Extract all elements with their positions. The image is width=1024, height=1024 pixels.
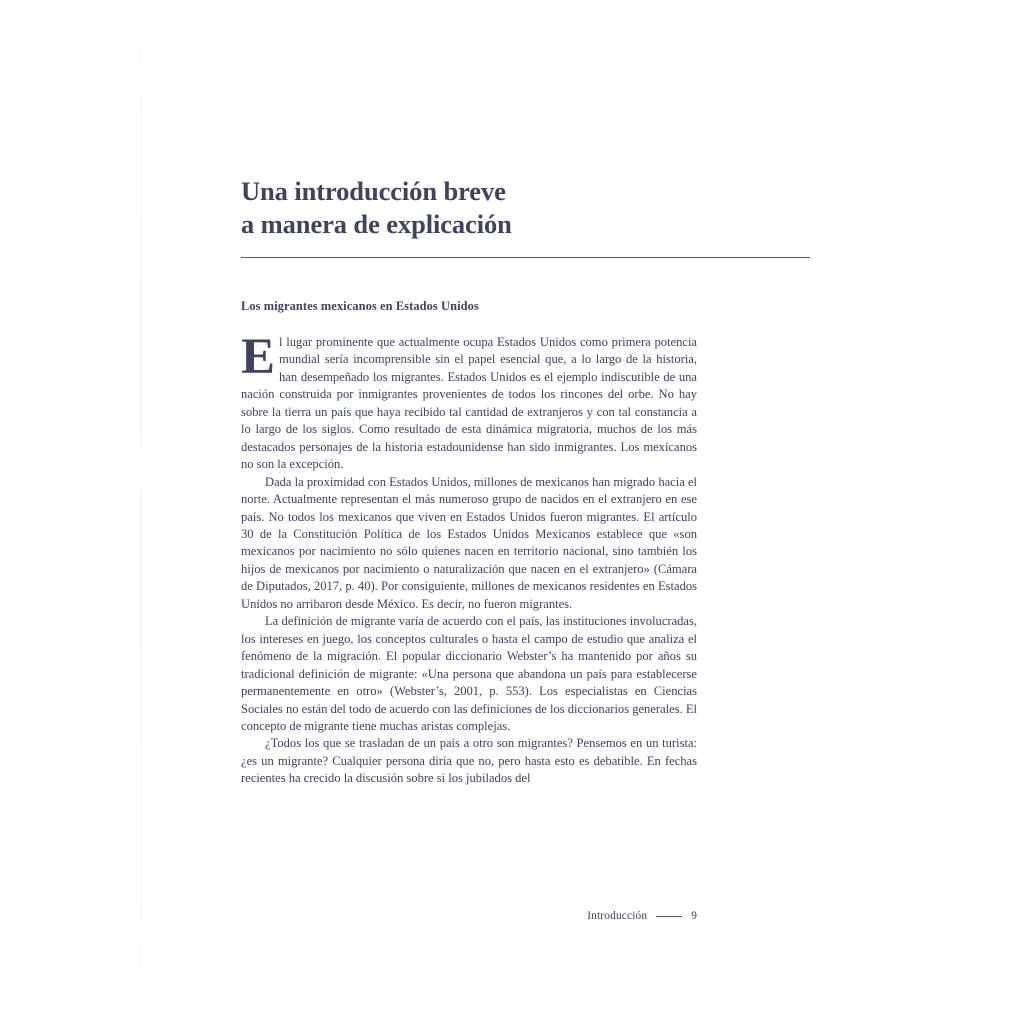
- footer-dash-rule: [656, 916, 682, 917]
- paragraph-4: ¿Todos los que se trasladan de un país a otro son migrantes? Pensemos en un turista: ¿es un migrante? Cualquier persona diría que no, pero hasta esto es debatible. En fechas recientes ha crecido la discusión sobre si los jubilados del: [241, 736, 697, 786]
- document-title-line-2: a manera de explicación: [241, 209, 512, 239]
- page-title: [241, 175, 811, 241]
- paragraph-3: La definición de migrante varía de acuerdo con el país, las instituciones involucradas, los intereses en juego, los conceptos culturales o hasta el campo de estudio que analiza el fenómeno de la migración. El popular diccionario Webster’s ha mantenido por años su tradicional definición de migrante: «Una persona que abandona un país para establecerse permanentemente en otro» (Webster’s, 2001, p. 553). Los especialistas en Ciencias Sociales no están del todo de acuerdo con las definiciones de los diccionarios generales. El concepto de migrante tiene muchas aristas complejas.: [241, 614, 697, 733]
- title-divider-rule: [241, 257, 810, 258]
- footer-section-label: Introducción: [587, 910, 648, 922]
- body-text-column: [241, 329, 697, 788]
- document-title: [241, 175, 811, 241]
- page-spine-line: [141, 0, 142, 1024]
- dropcap-letter: E: [241, 329, 275, 385]
- paragraph-2: Dada la proximidad con Estados Unidos, millones de mexicanos han migrado hacia el norte. Actualmente representan el más numeroso grupo de nacidos en el extranjero en ese país. No todos los mexicanos que viven en Estados Unidos fueron migrantes. El artículo 30 de la Constitución Política de los Estados Unidos Mexicanos establece que «son mexicanos por nacimiento no sólo quienes nacen en territorio nacional, sino también los hijos de mexicanos por nacimiento o naturalización que nacen en el extranjero» (Cámara de Diputados, 2017, p. 40). Por consiguiente, millones de mexicanos residentes en Estados Unidos no arribaron desde México. Es decir, no fueron migrantes.: [241, 474, 697, 611]
- paragraph-1-text: l lugar prominente que actualmente ocupa Estados Unidos como primera potencia mundial sería incomprensible sin el papel esencial que, a lo largo de la historia, han desempeñado los migrantes. Estados Unidos es el ejemplo indiscutible de una nación construida por inmigrantes provenientes de todos los rincones del orbe. No hay sobre la tierra un país que haya recibido tal cantidad de extranjeros y con tal constancia a lo largo de los siglos. Como resultado de esta dinámica migratoria, muchos de los más destacados personajes de la historia estadounidense han sido inmigrantes. Los mexicanos no son la excepción.: [241, 335, 697, 472]
- section-heading: Los migrantes mexicanos en Estados Unidos: [241, 299, 479, 313]
- paragraph-1: [241, 329, 697, 474]
- page-footer: [241, 910, 697, 922]
- document-title-line-1: Una introducción breve: [241, 176, 506, 206]
- footer-page-number: 9: [691, 910, 697, 922]
